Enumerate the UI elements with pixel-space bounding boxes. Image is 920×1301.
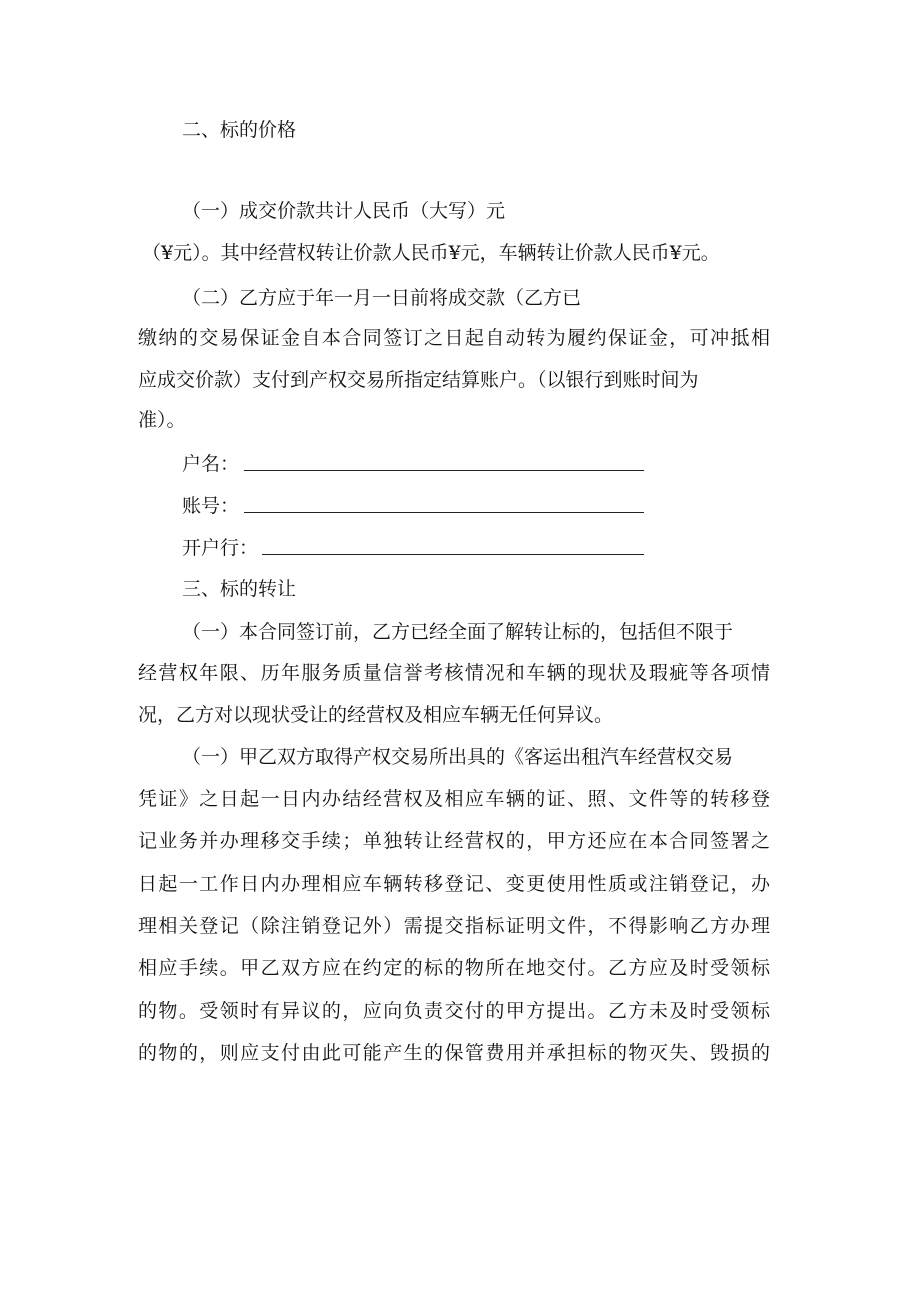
bank-label: 开户行： bbox=[182, 537, 259, 559]
section-3-heading: 三、标的转让 bbox=[182, 578, 297, 600]
account-number-label: 账号： bbox=[182, 495, 240, 517]
payment-paragraph-line: 应成交价款）支付到产权交易所指定结算账户。（以银行到账时间为 bbox=[138, 369, 699, 391]
handover-paragraph-line: 的物的，则应支付由此可能产生的保管费用并承担标的物灭失、毁损的 bbox=[138, 1042, 770, 1064]
account-name-blank bbox=[244, 470, 644, 471]
account-name-label: 户名： bbox=[182, 453, 240, 475]
handover-paragraph-line: 的物。受领时有异议的，应向负责交付的甲方提出。乙方未及时受领标 bbox=[138, 1000, 770, 1022]
transfer-paragraph-line: （一）本合同签订前，乙方已经全面了解转让标的，包括但不限于 bbox=[182, 621, 734, 643]
handover-paragraph-line: （一）甲乙双方取得产权交易所出具的《客运出租汽车经营权交易 bbox=[182, 746, 734, 768]
section-2-heading: 二、标的价格 bbox=[182, 119, 297, 141]
handover-paragraph-line: 凭证》之日起一日内办结经营权及相应车辆的证、照、文件等的转移登 bbox=[138, 788, 770, 810]
payment-paragraph-line: 缴纳的交易保证金自本合同签订之日起自动转为履约保证金，可冲抵相 bbox=[138, 327, 770, 349]
account-number-blank bbox=[244, 512, 644, 513]
transfer-paragraph-line: 况，乙方对以现状受让的经营权及相应车辆无任何异议。 bbox=[138, 704, 614, 726]
handover-paragraph-line: 理相关登记（除注销登记外）需提交指标证明文件，不得影响乙方办理 bbox=[138, 915, 770, 937]
handover-paragraph-line: 日起一工作日内办理相应车辆转移登记、变更使用性质或注销登记，办 bbox=[138, 873, 770, 895]
handover-paragraph-line: 相应手续。甲乙双方应在约定的标的物所在地交付。乙方应及时受领标 bbox=[138, 957, 770, 979]
payment-paragraph-line: 准）。 bbox=[138, 409, 186, 431]
transfer-paragraph-line: 经营权年限、历年服务质量信誉考核情况和车辆的现状及瑕疵等各项情 bbox=[138, 662, 770, 684]
price-paragraph-line: （¥元）。其中经营权转让价款人民币¥元，车辆转让价款人民币¥元。 bbox=[142, 242, 720, 264]
bank-blank bbox=[262, 554, 644, 555]
payment-paragraph-line: （二）乙方应于年一月一日前将成交款（乙方已 bbox=[182, 287, 582, 309]
price-paragraph-line: （一）成交价款共计人民币（大写）元 bbox=[182, 200, 506, 222]
handover-paragraph-line: 记业务并办理移交手续；单独转让经营权的，甲方还应在本合同签署之 bbox=[138, 830, 770, 852]
